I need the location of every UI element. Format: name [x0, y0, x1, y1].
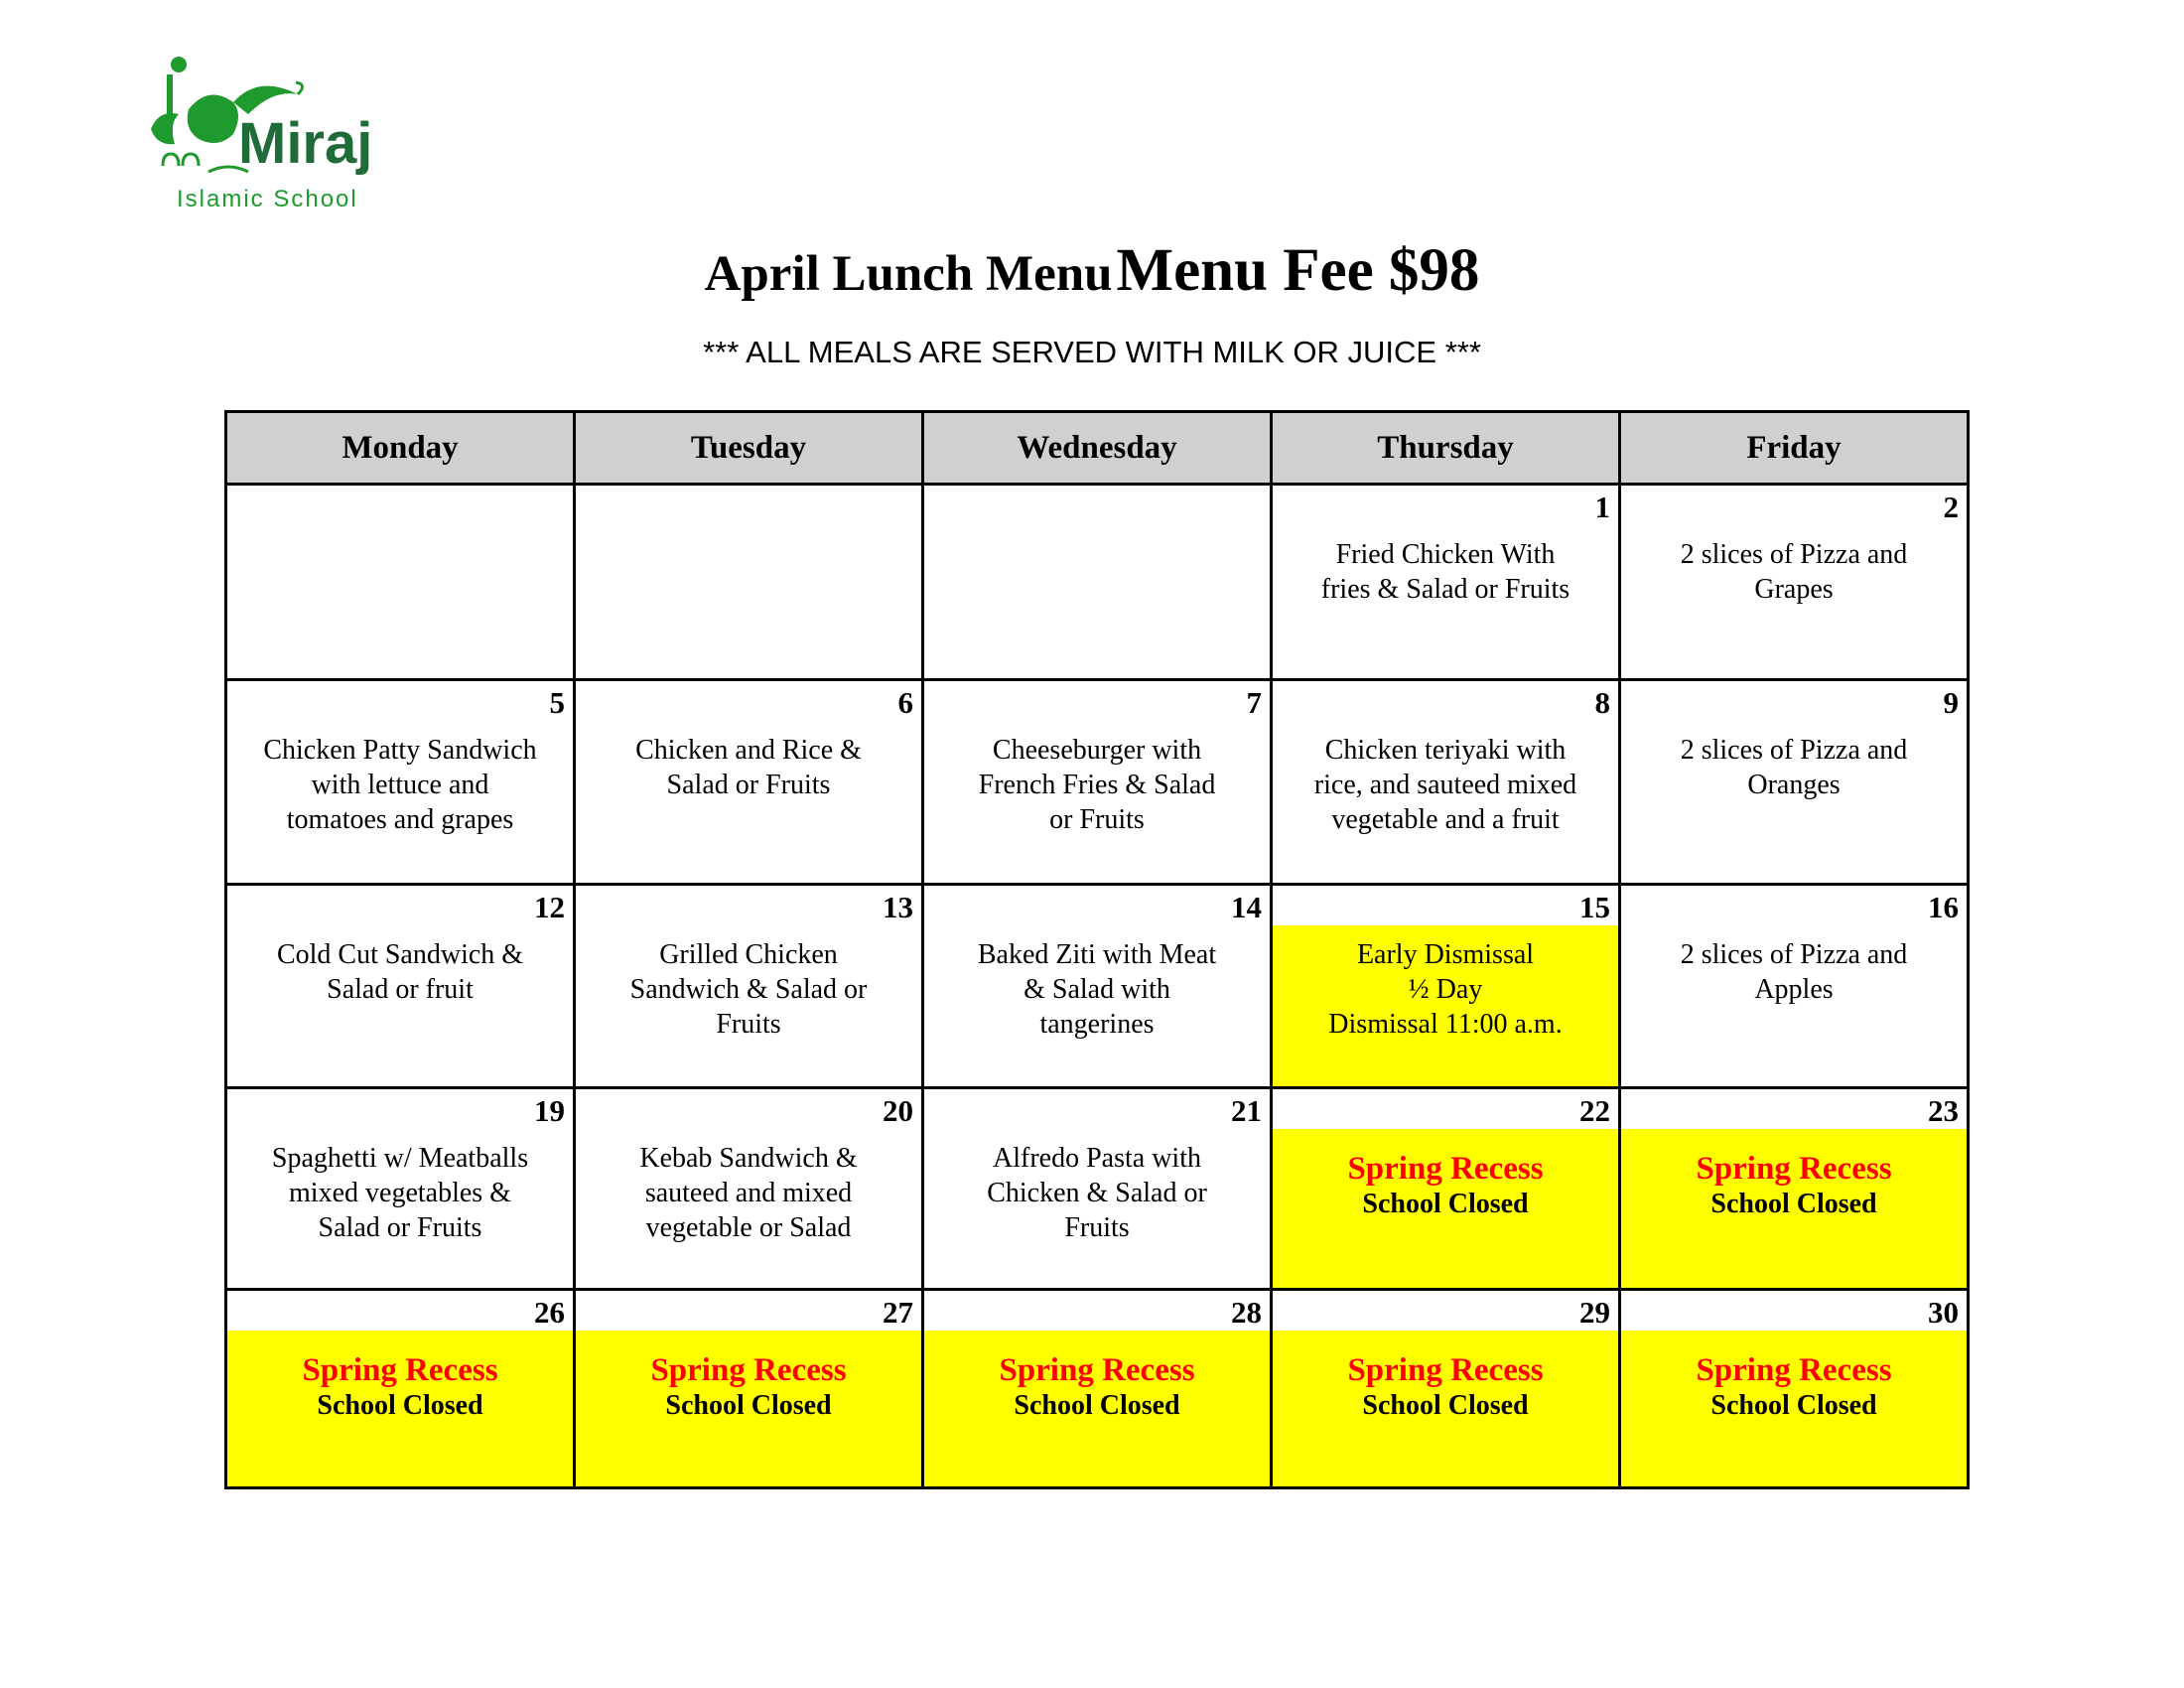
- calendar-cell-wednesday: [923, 1088, 1272, 1290]
- menu-item-line: rice, and sauteed mixed: [1313, 770, 1577, 800]
- calendar-cell-friday: [1620, 885, 1969, 1088]
- day-number: 9: [1621, 681, 1967, 721]
- day-number: 5: [227, 681, 573, 721]
- day-number: 15: [1273, 886, 1618, 925]
- calendar-cell-thursday: [1272, 1290, 1620, 1488]
- menu-item-line: Fruits: [1064, 1212, 1130, 1243]
- calendar-cell-thursday: [1272, 885, 1620, 1088]
- calendar-cell-thursday: [1272, 485, 1620, 680]
- menu-item-line: 2 slices of Pizza and: [1680, 539, 1908, 570]
- menu-item-line: fries & Salad or Fruits: [1320, 574, 1570, 605]
- day-number: 8: [1273, 681, 1618, 721]
- day-number: 27: [576, 1291, 921, 1331]
- calendar-cell-friday: [1620, 485, 1969, 680]
- menu-item-line: Salad or Fruits: [318, 1212, 482, 1243]
- menu-item-line: 2 slices of Pizza and: [1680, 939, 1908, 970]
- calendar-cell-tuesday: [575, 1088, 923, 1290]
- day-number: 16: [1621, 886, 1967, 925]
- menu-item-line: Chicken teriyaki with: [1324, 735, 1567, 766]
- lunch-calendar: [224, 410, 1970, 1489]
- dismissal-note-line: Dismissal 11:00 a.m.: [1328, 1009, 1563, 1040]
- calendar-header-row: [226, 412, 1969, 485]
- calendar-cell-friday: [1620, 680, 1969, 885]
- calendar-week-row: [226, 1088, 1969, 1290]
- spring-recess-label: Spring Recess: [1696, 1151, 1892, 1187]
- day-number: 6: [576, 681, 921, 721]
- day-number: 7: [924, 681, 1270, 721]
- header-thursday: Thursday: [1272, 412, 1620, 485]
- header-wednesday: Wednesday: [923, 412, 1272, 485]
- menu-item-line: Salad or fruit: [327, 974, 474, 1005]
- menu-item-line: Alfredo Pasta with: [993, 1143, 1201, 1174]
- spring-recess-label: Spring Recess: [650, 1352, 847, 1388]
- menu-item-line: vegetable or Salad: [645, 1212, 852, 1243]
- calendar-cell-tuesday: [575, 680, 923, 885]
- menu-item-line: Fried Chicken With: [1335, 539, 1556, 570]
- school-logo: [149, 55, 387, 223]
- day-number: 28: [924, 1291, 1270, 1331]
- school-closed-label: School Closed: [1362, 1390, 1529, 1421]
- menu-item-line: tangerines: [1039, 1009, 1155, 1040]
- menu-item-line: Baked Ziti with Meat: [977, 939, 1217, 970]
- title-lunch-menu: April Lunch Menu: [704, 246, 1113, 302]
- menu-item-line: Chicken & Salad or: [987, 1178, 1207, 1208]
- spring-recess-label: Spring Recess: [1347, 1352, 1544, 1388]
- calendar-cell-monday: [226, 885, 575, 1088]
- menu-item-line: Grapes: [1754, 574, 1834, 605]
- calendar-cell-wednesday: [923, 485, 1272, 680]
- day-number: 26: [227, 1291, 573, 1331]
- menu-item-line: vegetable and a fruit: [1331, 804, 1560, 835]
- menu-item-line: French Fries & Salad: [978, 770, 1216, 800]
- header-tuesday: Tuesday: [575, 412, 923, 485]
- calendar-cell-wednesday: [923, 680, 1272, 885]
- logo-subtitle: Islamic School: [177, 186, 358, 212]
- day-number: 23: [1621, 1089, 1967, 1129]
- menu-item-line: Kebab Sandwich &: [639, 1143, 858, 1174]
- school-closed-label: School Closed: [317, 1390, 483, 1421]
- logo-name: Miraj: [238, 111, 373, 176]
- day-number: 1: [1273, 486, 1618, 525]
- calendar-cell-tuesday: [575, 885, 923, 1088]
- menu-item-line: Cheeseburger with: [992, 735, 1202, 766]
- menu-item-line: sauteed and mixed: [644, 1178, 853, 1208]
- menu-item-line: Chicken Patty Sandwich: [263, 735, 537, 766]
- menu-item-line: Oranges: [1747, 770, 1841, 800]
- calendar-cell-monday: [226, 1290, 575, 1488]
- menu-item-line: Sandwich & Salad or: [629, 974, 868, 1005]
- menu-item-line: Cold Cut Sandwich &: [276, 939, 524, 970]
- menu-item-line: or Fruits: [1049, 804, 1145, 835]
- menu-item-line: Chicken and Rice &: [635, 735, 862, 766]
- calendar-cell-monday: [226, 1088, 575, 1290]
- menu-item-line: Fruits: [716, 1009, 781, 1040]
- spring-recess-label: Spring Recess: [999, 1352, 1195, 1388]
- day-number: 20: [576, 1089, 921, 1129]
- day-number: 14: [924, 886, 1270, 925]
- calendar-cell-friday: [1620, 1088, 1969, 1290]
- menu-item-line: tomatoes and grapes: [286, 804, 514, 835]
- calendar-cell-monday: [226, 485, 575, 680]
- header-friday: Friday: [1620, 412, 1969, 485]
- title-menu-fee: Menu Fee $98: [1116, 237, 1480, 304]
- calendar-week-row: [226, 680, 1969, 885]
- calendar-week-row: [226, 885, 1969, 1088]
- dismissal-note-line: Early Dismissal: [1356, 939, 1535, 970]
- calendar-cell-wednesday: [923, 1290, 1272, 1488]
- calendar-week-row: [226, 485, 1969, 680]
- menu-item-line: Salad or Fruits: [666, 770, 831, 800]
- menu-item-line: Spaghetti w/ Meatballs: [271, 1143, 529, 1174]
- school-closed-label: School Closed: [1362, 1189, 1529, 1219]
- menu-item-line: 2 slices of Pizza and: [1680, 735, 1908, 766]
- calendar-cell-friday: [1620, 1290, 1969, 1488]
- day-number: 30: [1621, 1291, 1967, 1331]
- school-closed-label: School Closed: [1710, 1189, 1877, 1219]
- day-number: 13: [576, 886, 921, 925]
- spring-recess-label: Spring Recess: [1347, 1151, 1544, 1187]
- calendar-cell-wednesday: [923, 885, 1272, 1088]
- calendar-week-row: [226, 1290, 1969, 1488]
- day-number: 21: [924, 1089, 1270, 1129]
- day-number: 19: [227, 1089, 573, 1129]
- calendar-cell-monday: [226, 680, 575, 885]
- menu-item-line: with lettuce and: [311, 770, 489, 800]
- calendar-cell-thursday: [1272, 680, 1620, 885]
- school-closed-label: School Closed: [1014, 1390, 1180, 1421]
- calendar-cell-thursday: [1272, 1088, 1620, 1290]
- spring-recess-label: Spring Recess: [302, 1352, 498, 1388]
- day-number: 29: [1273, 1291, 1618, 1331]
- page-title: [0, 236, 2184, 306]
- day-number: 12: [227, 886, 573, 925]
- spring-recess-label: Spring Recess: [1696, 1352, 1892, 1388]
- day-number: 2: [1621, 486, 1967, 525]
- school-closed-label: School Closed: [665, 1390, 832, 1421]
- page-subtitle: *** ALL MEALS ARE SERVED WITH MILK OR JUICE ***: [703, 335, 1481, 369]
- menu-item-line: & Salad with: [1024, 974, 1170, 1005]
- menu-item-line: Grilled Chicken: [659, 939, 838, 970]
- calendar-cell-tuesday: [575, 485, 923, 680]
- menu-item-line: Apples: [1754, 974, 1834, 1005]
- header-monday: Monday: [226, 412, 575, 485]
- day-number: 22: [1273, 1089, 1618, 1129]
- menu-item-line: mixed vegetables &: [289, 1178, 511, 1208]
- school-closed-label: School Closed: [1710, 1390, 1877, 1421]
- dismissal-note-line: ½ Day: [1408, 974, 1483, 1005]
- calendar-cell-tuesday: [575, 1290, 923, 1488]
